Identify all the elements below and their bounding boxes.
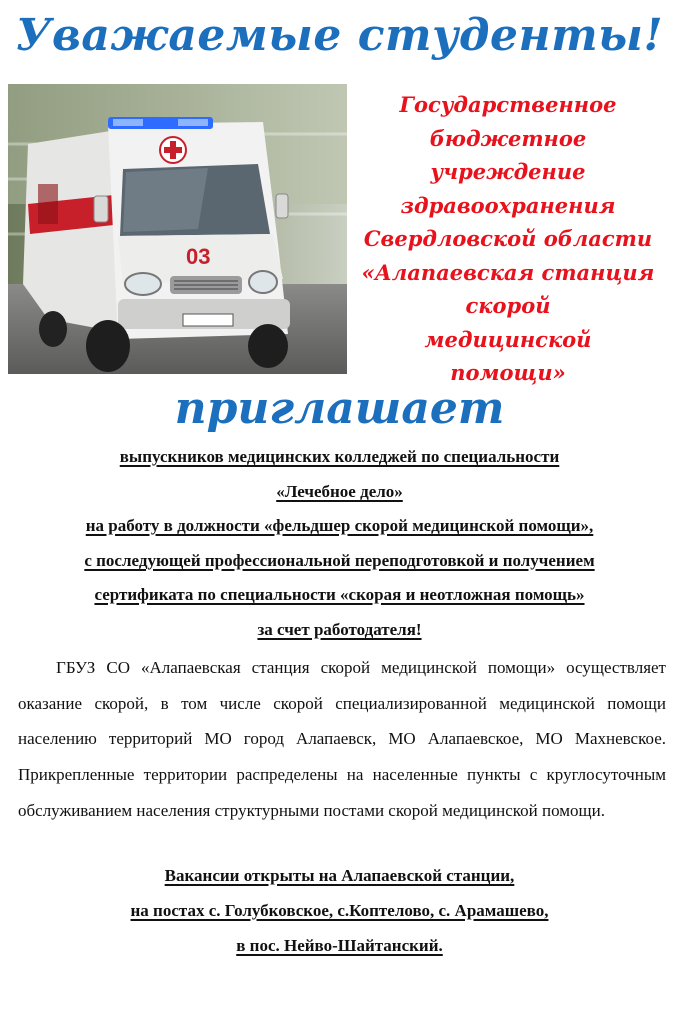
page-title: Уважаемые студенты! [15,10,664,61]
organization-line: Государственное [399,92,617,117]
organization-line: скорой [465,293,551,318]
invite-details [0,440,679,647]
vacancies-block [0,858,679,963]
vacancy-line: на постах с. Голубковское, с.Коптелово, с. Арамашево, [130,901,549,920]
organization-line: «Алапаевская станция [361,259,655,285]
description-paragraph: ГБУЗ СО «Алапаевская станция скорой медицинской помощи» осуществляет оказание скорой, в том числе скорой специализированной медицинской помощи населению территорий МО город Алапаевск, МО Алапаевское, МО Махневское. Прикрепленные территории распределены на населенные пункты с круглосуточным обслуживанием населения структурными постами скорой медицинской помощи. [18,658,666,820]
vacancy-line: Вакансии открыты на Алапаевской станции, [164,866,515,885]
invite-line: выпускников медицинских колледжей по специальности [119,447,560,466]
ambulance-photo [8,84,347,374]
invite-heading: приглашает [174,383,505,434]
invite-line: «Лечебное дело» [276,481,403,501]
organization-line: бюджетное учреждение [429,125,587,184]
invite-line: сертификата по специальности «скорая и неотложная помощь» [94,585,585,604]
organization-line: помощи» [450,360,566,385]
organization-line: здравоохранения [400,192,616,218]
invite-line: за счет работодателя! [257,619,422,639]
organization-line: Свердловской области [363,226,653,251]
plate-number-text: 03 [186,244,211,269]
organization-line: медицинской [424,326,592,352]
invite-line: на работу в должности «фельдшер скорой медицинской помощи», [85,516,594,535]
invite-line: с последующей профессиональной переподготовкой и получением [84,550,595,570]
vacancy-line: в пос. Нейво-Шайтанский. [236,936,443,955]
organization-name [358,88,658,390]
